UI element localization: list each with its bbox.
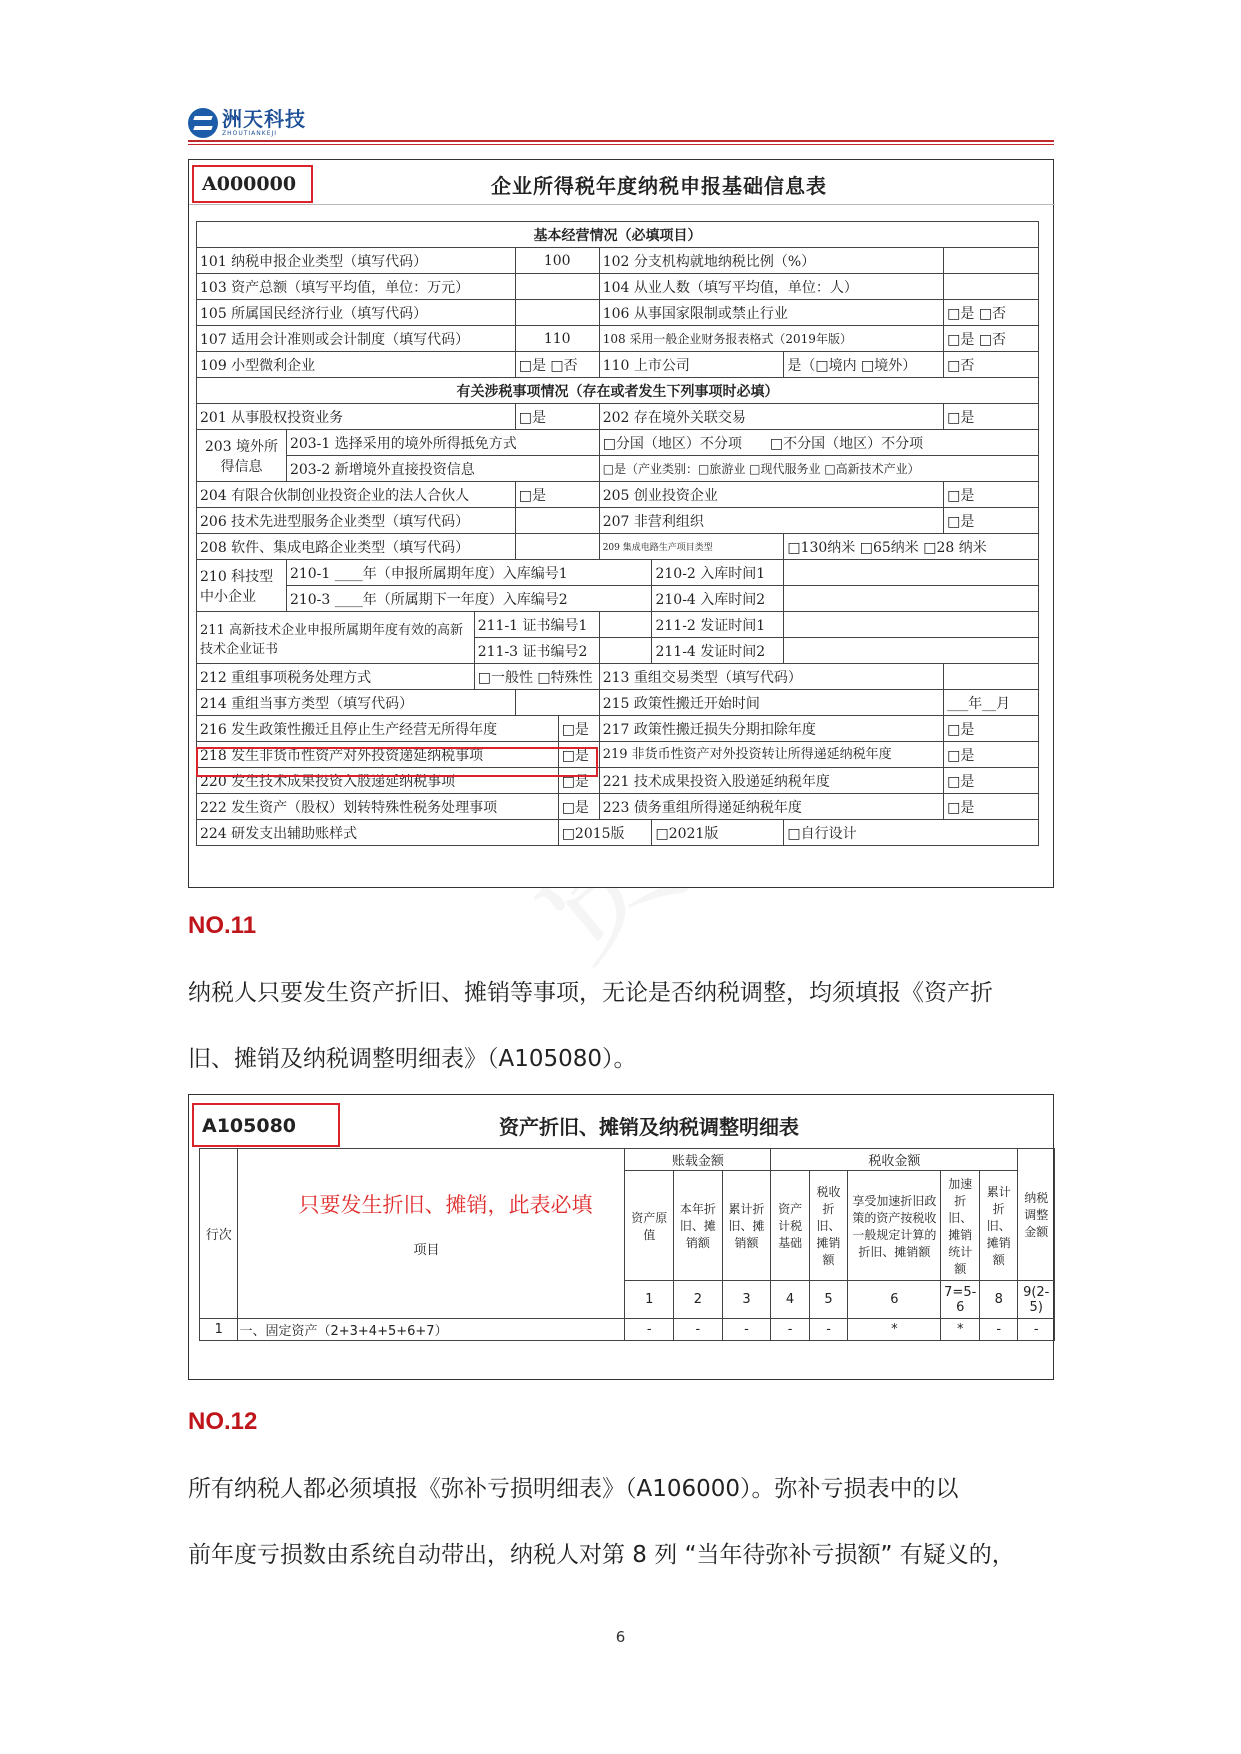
col-2-header: 本年折旧、摊销额	[674, 1171, 723, 1281]
row-218-label: 218 发生非货币性资产对外投资递延纳税事项	[197, 742, 559, 768]
row-107-value: 110	[515, 326, 599, 352]
row-108-value: □是 □否	[944, 326, 1039, 352]
row-224-label: 224 研发支出辅助账样式	[197, 820, 559, 846]
row-210-2-value	[784, 560, 1039, 586]
row-211-2-value	[784, 612, 1039, 638]
row-202-label: 202 存在境外关联交易	[599, 404, 943, 430]
row-210-1-label: 210-1 ____年（申报所属期年度）入库编号1	[286, 560, 652, 586]
row-208-label: 208 软件、集成电路企业类型（填写代码）	[197, 534, 516, 560]
col-3-num: 3	[722, 1281, 771, 1319]
row-223-label: 223 债务重组所得递延纳税年度	[599, 794, 943, 820]
row-216-label: 216 发生政策性搬迁且停止生产经营无所得年度	[197, 716, 559, 742]
row-105-label: 105 所属国民经济行业（填写代码）	[197, 300, 516, 326]
row-201-label: 201 从事股权投资业务	[197, 404, 516, 430]
row1-val-1: -	[625, 1319, 674, 1341]
row-108-label: 108 采用一般企业财务报表格式（2019年版）	[599, 326, 943, 352]
row-211-4-label: 211-4 发证时间2	[652, 638, 784, 664]
row-207-value: □是	[944, 508, 1039, 534]
row1-val-8: -	[979, 1319, 1017, 1341]
col-8-num: 8	[979, 1281, 1017, 1319]
row-216-highlight-box	[196, 747, 598, 777]
row-206-value	[515, 508, 599, 534]
heading-no11: NO.11	[188, 912, 257, 939]
row-210-2-label: 210-2 入库时间1	[652, 560, 784, 586]
paragraph-no11-line2: 旧、摊销及纳税调整明细表》（A105080）。	[188, 1046, 637, 1072]
paragraph-no11-line1: 纳税人只要发生资产折旧、摊销等事项，无论是否纳税调整，均须填报《资产折	[188, 980, 993, 1006]
paragraph-no12-line2: 前年度亏损数由系统自动带出，纳税人对第 8 列 “当年待弥补亏损额” 有疑义的，	[188, 1542, 1015, 1568]
col-4-header: 资产计税基础	[771, 1171, 809, 1281]
row-203-1-label: 203-1 选择采用的境外所得抵免方式	[286, 430, 599, 456]
row-222-value: □是	[558, 794, 599, 820]
row-217-label: 217 政策性搬迁损失分期扣除年度	[599, 716, 943, 742]
col-9-header: 纳税调整金额	[1018, 1149, 1055, 1281]
row-211-1-value	[599, 612, 652, 638]
row-210-label: 210 科技型中小企业	[197, 560, 287, 612]
row1-val-5: -	[809, 1319, 847, 1341]
row-110-value-no: □否	[944, 352, 1039, 378]
form2-title: 资产折旧、摊销及纳税调整明细表	[499, 1115, 799, 1139]
row-208-value	[515, 534, 599, 560]
row1-val-9: -	[1018, 1319, 1055, 1341]
col-7-num: 7=5-6	[941, 1281, 979, 1319]
row1-item: 一、固定资产（2+3+4+5+6+7）	[238, 1319, 625, 1341]
row1-val-3: -	[722, 1319, 771, 1341]
page-number: 6	[615, 1628, 626, 1646]
col-5-num: 5	[809, 1281, 847, 1319]
group-tax-amount: 税收金额	[771, 1149, 1018, 1171]
row-110-value: 是（□境内 □境外）	[784, 352, 944, 378]
logo-name: 洲天科技	[222, 107, 306, 131]
company-logo	[188, 103, 306, 143]
form-a000000-image	[188, 159, 1054, 888]
col-item-header	[238, 1149, 625, 1319]
header-rule	[188, 140, 1054, 142]
row-218-value: □是	[558, 742, 599, 768]
paragraph-no12-line1: 所有纳税人都必须填报《弥补亏损明细表》（A106000）。弥补亏损表中的以	[188, 1476, 959, 1502]
row-110-label: 110 上市公司	[599, 352, 784, 378]
row-211-label: 211 高新技术企业申报所属期年度有效的高新技术企业证书	[197, 612, 475, 664]
row-222-label: 222 发生资产（股权）划转特殊性税务处理事项	[197, 794, 559, 820]
row-203-2-value: □是（产业类别：□旅游业 □现代服务业 □高新技术产业）	[599, 456, 1038, 482]
row1-line: 1	[200, 1319, 238, 1341]
heading-no12: NO.12	[188, 1408, 258, 1435]
row-215-value: ___年__月	[944, 690, 1039, 716]
logo-subtitle: ZHOUTIANKEJI	[222, 130, 278, 137]
row1-val-6: *	[848, 1319, 941, 1341]
col-1-header: 资产原值	[625, 1171, 674, 1281]
row-210-4-value	[784, 586, 1039, 612]
row1-val-4: -	[771, 1319, 809, 1341]
row-210-3-label: 210-3 ____年（所属期下一年度）入库编号2	[286, 586, 652, 612]
row-103-value	[515, 274, 599, 300]
row-211-3-value	[599, 638, 652, 664]
col-4-num: 4	[771, 1281, 809, 1319]
row-201-value: □是	[515, 404, 599, 430]
row-107-label: 107 适用会计准则或会计制度（填写代码）	[197, 326, 516, 352]
row-216-value: □是	[558, 716, 599, 742]
row-217-value: □是	[944, 716, 1039, 742]
row-209-label: 209 集成电路生产项目类型	[599, 534, 784, 560]
col-6-num: 6	[848, 1281, 941, 1319]
section-tax-matters: 有关涉税事项情况（存在或者发生下列事项时必填）	[197, 378, 1039, 404]
col-7-header: 加速折旧、摊销统计额	[941, 1171, 979, 1281]
header-rule-thin	[188, 144, 1054, 145]
row-213-label: 213 重组交易类型（填写代码）	[599, 664, 943, 690]
form2-table	[199, 1148, 1055, 1341]
row-214-value	[515, 690, 599, 716]
row1-val-7: *	[941, 1319, 979, 1341]
row-211-1-label: 211-1 证书编号1	[474, 612, 599, 638]
row-224-value-custom: □自行设计	[784, 820, 1039, 846]
row-209-value: □130纳米 □65纳米 □28 纳米	[784, 534, 1039, 560]
form-title: 企业所得税年度纳税申报基础信息表	[491, 174, 827, 198]
row-202-value: □是	[944, 404, 1039, 430]
row-223-value: □是	[944, 794, 1039, 820]
col-5-header: 税收折旧、摊销额	[809, 1171, 847, 1281]
form-a105080-image	[188, 1094, 1054, 1380]
group-book-amount: 账载金额	[625, 1149, 771, 1171]
col-6-header: 享受加速折旧政策的资产按税收一般规定计算的折旧、摊销额	[848, 1171, 941, 1281]
row-205-label: 205 创业投资企业	[599, 482, 943, 508]
col-9-num: 9(2-5)	[1018, 1281, 1055, 1319]
row-109-value: □是 □否	[515, 352, 599, 378]
row-103-label: 103 资产总额（填写平均值，单位：万元）	[197, 274, 516, 300]
row-205-value: □是	[944, 482, 1039, 508]
section-basic: 基本经营情况（必填项目）	[197, 222, 1039, 248]
form2-code: A105080	[192, 1103, 340, 1147]
row-102-value	[944, 248, 1039, 274]
col-3-header: 累计折旧、摊销额	[722, 1171, 771, 1281]
row-219-label: 219 非货币性资产对外投资转让所得递延纳税年度	[599, 742, 943, 768]
row-207-label: 207 非营利组织	[599, 508, 943, 534]
row-211-3-label: 211-3 证书编号2	[474, 638, 599, 664]
col-item-label: 项目	[413, 1243, 440, 1258]
row-206-label: 206 技术先进型服务企业类型（填写代码）	[197, 508, 516, 534]
row-215-label: 215 政策性搬迁开始时间	[599, 690, 943, 716]
row-214-label: 214 重组当事方类型（填写代码）	[197, 690, 516, 716]
row-213-value	[944, 664, 1039, 690]
row-109-label: 109 小型微利企业	[197, 352, 516, 378]
row-221-value: □是	[944, 768, 1039, 794]
row-101-value: 100	[515, 248, 599, 274]
form2-note: 只要发生折旧、摊销，此表必填	[298, 1193, 593, 1217]
col-8-header: 累计折旧、摊销额	[979, 1171, 1017, 1281]
row-105-value	[515, 300, 599, 326]
row-212-value: □一般性 □特殊性	[474, 664, 599, 690]
row-204-label: 204 有限合伙制创业投资企业的法人合伙人	[197, 482, 516, 508]
row1-val-2: -	[674, 1319, 723, 1341]
row-210-4-label: 210-4 入库时间2	[652, 586, 784, 612]
row-212-label: 212 重组事项税务处理方式	[197, 664, 475, 690]
row-203-label: 203 境外所得信息	[197, 430, 287, 482]
row-221-label: 221 技术成果投资入股递延纳税年度	[599, 768, 943, 794]
form-code: A000000	[192, 165, 313, 203]
row-106-value: □是 □否	[944, 300, 1039, 326]
row-220-value: □是	[558, 768, 599, 794]
row-220-label: 220 发生技术成果投资入股递延纳税事项	[197, 768, 559, 794]
row-203-1-value: □分国（地区）不分项 □不分国（地区）不分项	[599, 430, 1038, 456]
row-102-label: 102 分支机构就地纳税比例（%）	[599, 248, 943, 274]
col-line-header: 行次	[200, 1149, 238, 1319]
row-211-4-value	[784, 638, 1039, 664]
col-1-num: 1	[625, 1281, 674, 1319]
row-101-label: 101 纳税申报企业类型（填写代码）	[197, 248, 516, 274]
row-104-value	[944, 274, 1039, 300]
row-219-value: □是	[944, 742, 1039, 768]
row-104-label: 104 从业人数（填写平均值，单位：人）	[599, 274, 943, 300]
col-2-num: 2	[674, 1281, 723, 1319]
row-224-value-2021: □2021版	[652, 820, 784, 846]
row-106-label: 106 从事国家限制或禁止行业	[599, 300, 943, 326]
row-204-value: □是	[515, 482, 599, 508]
row-203-2-label: 203-2 新增境外直接投资信息	[286, 456, 599, 482]
logo-mark-icon	[188, 108, 218, 138]
row-211-2-label: 211-2 发证时间1	[652, 612, 784, 638]
row-224-value-2015: □2015版	[558, 820, 652, 846]
